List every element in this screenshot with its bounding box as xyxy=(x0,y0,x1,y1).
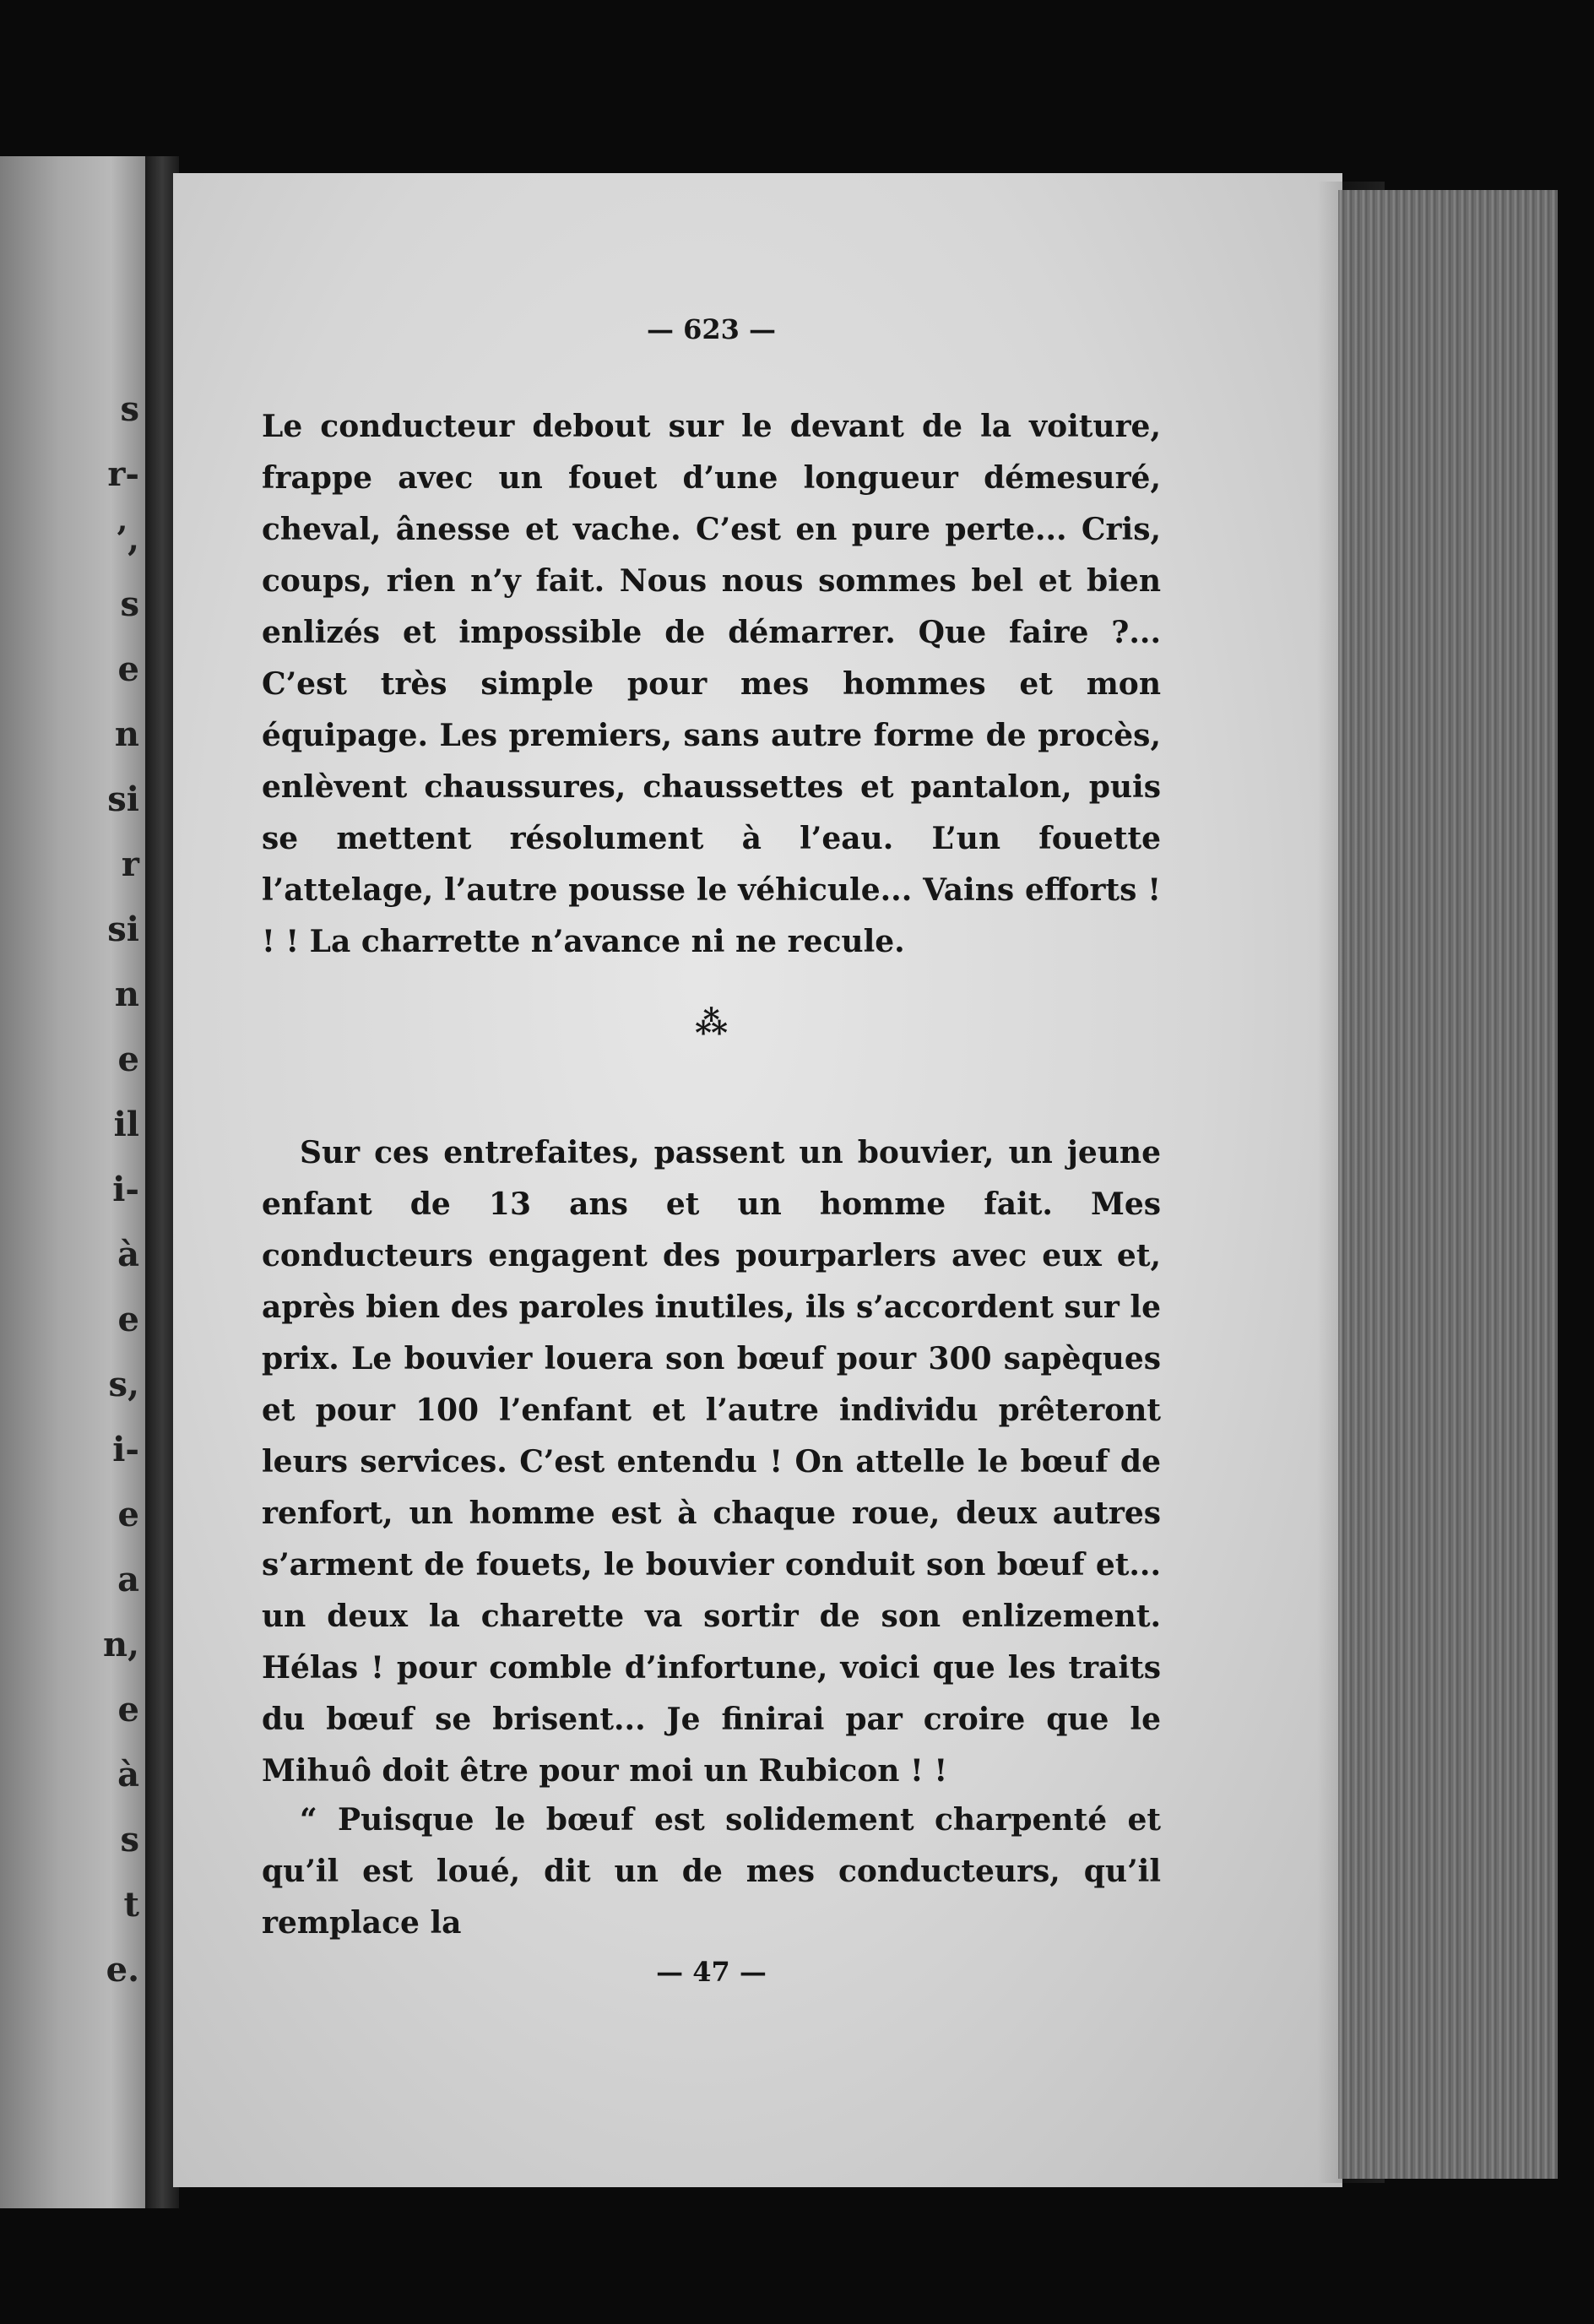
adjacent-left-page xyxy=(0,156,148,2208)
left-page-fragment: n xyxy=(114,975,139,1014)
left-page-fragment: s, xyxy=(108,1365,139,1404)
left-page-fragment: si xyxy=(107,779,139,819)
left-page-fragment: e xyxy=(117,1690,139,1729)
left-page-fragment: à xyxy=(117,1755,139,1795)
left-page-fragment: t xyxy=(123,1885,139,1925)
left-page-fragment: e xyxy=(117,649,139,689)
left-page-fragment: r- xyxy=(107,454,139,494)
left-page-fragment: r xyxy=(121,844,139,884)
left-page-fragment: i- xyxy=(112,1430,139,1469)
left-page-fragment: s xyxy=(120,1820,139,1860)
left-page-fragment: n, xyxy=(102,1625,139,1664)
left-page-fragment: i- xyxy=(112,1170,139,1209)
left-page-fragment: e. xyxy=(106,1950,139,1990)
paragraph-1: Le conducteur debout sur le devant de la voiture, frappe avec un fouet d’une longueur démesuré, cheval, ânesse et vache. C’est en pure perte... Cris, coups, rien n’y fait. Nous nous sommes bel et bien enlizés et impossible de démarrer. Que faire ?... C’est très simple pour mes hommes et mon équipage. Les premiers, sans autre forme de procès, enlèvent chaussures, chaussettes et pantalon, puis se mettent résolument à l’eau. L’un fouette l’attelage, l’autre pousse le véhicule... Vains efforts ! ! ! La charrette n’avance ni ne recule. xyxy=(262,409,1161,959)
page-number-bottom: — 47 — xyxy=(656,1956,767,1988)
section-asterism: ⁂ xyxy=(695,1003,728,1041)
page-stack-edge xyxy=(1338,190,1558,2179)
left-page-fragment: e xyxy=(117,1495,139,1534)
left-page-fragment: si xyxy=(107,910,139,949)
left-page-fragment: ’, xyxy=(116,519,139,559)
paragraph-2: Sur ces entrefaites, passent un bouvier, un jeune enfant de 13 ans et un homme fait. Mes conducteurs engagent des pourparlers avec eux et, après bien des paroles inutiles, ils s’accordent sur le prix. Le bouvier louera son bœuf pour 300 sapèques et pour 100 l’enfant et l’autre individu prêteront leurs services. C’est entendu ! On attelle le bœuf de renfort, un homme est à chaque roue, deux autres s’arment de fouets, le bouvier conduit son bœuf et... un deux la charette va sortir de son enlizement. Hélas ! pour comble d’infortune, voici que les traits du bœuf se brisent... Je finirai par croire que le Mihuô doit être pour moi un Rubicon ! ! xyxy=(262,1135,1161,1789)
left-page-fragment: s xyxy=(120,389,139,429)
left-page-fragment: n xyxy=(114,714,139,754)
left-page-fragment: s xyxy=(120,584,139,624)
left-page-fragment: e xyxy=(117,1040,139,1079)
left-page-fragment: il xyxy=(113,1105,139,1144)
left-page-fragment: à xyxy=(117,1235,139,1274)
left-page-fragment: a xyxy=(117,1560,139,1599)
paragraph-3: “ Puisque le bœuf est solidement charpenté et qu’il est loué, dit un de mes conducteurs, qu’il remplace la xyxy=(262,1802,1161,1941)
left-page-fragment: e xyxy=(117,1300,139,1339)
page-number-top: — 623 — xyxy=(646,313,777,345)
